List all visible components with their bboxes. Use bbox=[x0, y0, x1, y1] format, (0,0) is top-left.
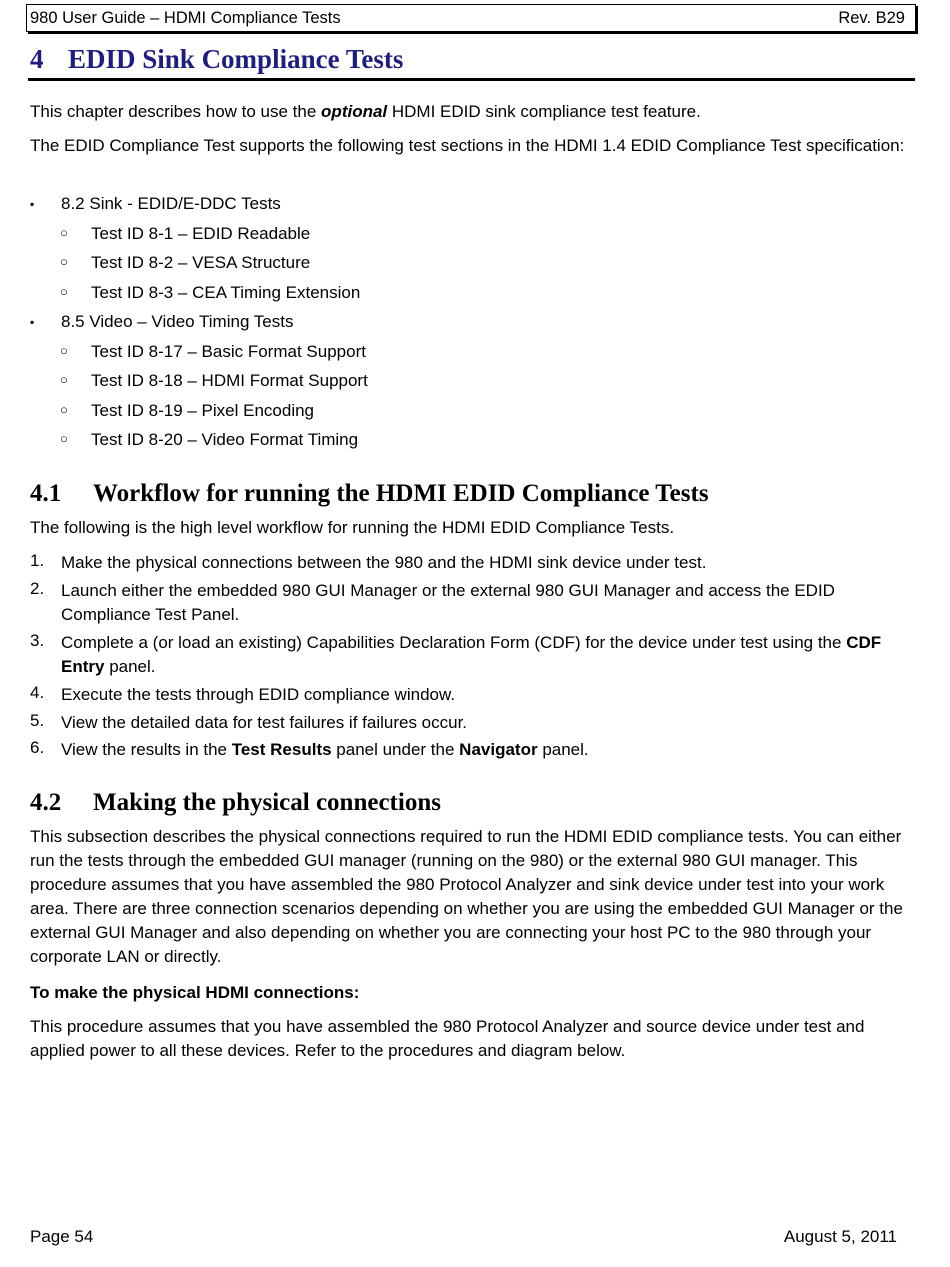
section-4-2-subhead: To make the physical HDMI connections: bbox=[30, 983, 360, 1002]
list-item-text: Test ID 8-19 – Pixel Encoding bbox=[91, 400, 315, 420]
step-text: Make the physical connections between the 980 and the HDMI sink device under test. bbox=[61, 553, 707, 572]
list-item-text: 8.2 Sink - EDID/E-DDC Tests bbox=[61, 194, 281, 213]
step-number: 4. bbox=[30, 683, 45, 702]
circle-bullet-icon: ○ bbox=[60, 224, 68, 240]
section-4-2-paragraph: This subsection describes the physical connections required to run the HDMI EDID compliance tests. You can either run the tests through the embedded GUI manager (running on the 980) or the external 980 GUI manager. This procedure assumes that you have assembled the 980 Protocol Analyzer and sink device under test into your work area. There are three connection scenarios depending on whether you are using the embedded GUI Manager or the external GUI Manager and also depending on whether you are connecting your host PC to the 980 through your corporate LAN or directly. bbox=[30, 827, 903, 966]
footer-page-number: Page 54 bbox=[30, 1227, 94, 1246]
chapter-number: 4 bbox=[30, 44, 44, 74]
circle-bullet-icon: ○ bbox=[60, 283, 68, 299]
square-bullet-icon: ▪ bbox=[30, 197, 35, 211]
step-text: Execute the tests through EDID compliance window. bbox=[61, 685, 456, 704]
square-bullet-icon: ▪ bbox=[30, 315, 35, 329]
step-text: Complete a (or load an existing) Capabilities Declaration Form (CDF) for the device under test using the CDF Entry panel. bbox=[61, 633, 882, 676]
circle-bullet-icon: ○ bbox=[60, 431, 68, 446]
chapter-heading bbox=[30, 44, 403, 75]
section-4-1-number: 4.1 bbox=[30, 480, 62, 507]
list-item-text: Test ID 8-20 – Video Format Timing bbox=[91, 430, 359, 449]
running-header bbox=[26, 4, 916, 32]
list-item-text: Test ID 8-2 – VESA Structure bbox=[91, 253, 311, 272]
list-item-text: Test ID 8-18 – HDMI Format Support bbox=[91, 371, 368, 390]
step-number: 3. bbox=[30, 631, 45, 650]
step-text: View the detailed data for test failures if failures occur. bbox=[61, 713, 468, 732]
intro-text-end: HDMI EDID sink compliance test feature. bbox=[387, 102, 701, 121]
header-title: 980 User Guide – HDMI Compliance Tests bbox=[30, 9, 341, 27]
step-number: 5. bbox=[30, 711, 45, 730]
section-4-2-title: Making the physical connections bbox=[93, 789, 441, 816]
footer-date: August 5, 2011 bbox=[783, 1227, 897, 1246]
section-4-2-procedure-note: This procedure assumes that you have assembled the 980 Protocol Analyzer and source device under test and applied power to all these devices. Refer to the procedures and diagram below. bbox=[30, 1017, 865, 1060]
circle-bullet-icon: ○ bbox=[60, 372, 68, 387]
step-number: 2. bbox=[30, 579, 45, 598]
circle-bullet-icon: ○ bbox=[60, 254, 68, 269]
intro-paragraph-2: The EDID Compliance Test supports the following test sections in the HDMI 1.4 EDID Compliance Test specification: bbox=[30, 136, 905, 155]
section-4-2-number: 4.2 bbox=[30, 789, 62, 816]
section-4-1-heading bbox=[30, 480, 709, 508]
step-text: View the results in the Test Results panel under the Navigator panel. bbox=[61, 740, 589, 759]
section-4-1-title: Workflow for running the HDMI EDID Compliance Tests bbox=[93, 480, 709, 507]
header-revision: Rev. B29 bbox=[838, 9, 905, 27]
circle-bullet-icon: ○ bbox=[60, 342, 68, 358]
intro-paragraph-1 bbox=[30, 100, 915, 124]
step-number: 1. bbox=[30, 551, 45, 570]
list-item-text: Test ID 8-17 – Basic Format Support bbox=[91, 341, 366, 361]
list-item-text: Test ID 8-1 – EDID Readable bbox=[91, 223, 311, 243]
circle-bullet-icon: ○ bbox=[60, 401, 68, 417]
list-item-text: Test ID 8-3 – CEA Timing Extension bbox=[91, 282, 361, 302]
intro-text: This chapter describes how to use the bbox=[30, 102, 322, 121]
intro-emphasis: optional bbox=[321, 102, 388, 121]
chapter-rule bbox=[28, 78, 915, 81]
chapter-title: EDID Sink Compliance Tests bbox=[68, 44, 404, 74]
step-number: 6. bbox=[30, 738, 45, 757]
section-4-2-heading bbox=[30, 789, 441, 817]
section-4-1-intro: The following is the high level workflow for running the HDMI EDID Compliance Tests. bbox=[30, 518, 675, 537]
step-text: Launch either the embedded 980 GUI Manager or the external 980 GUI Manager and access the EDID Compliance Test Panel. bbox=[61, 581, 835, 624]
list-item-text: 8.5 Video – Video Timing Tests bbox=[61, 312, 294, 331]
